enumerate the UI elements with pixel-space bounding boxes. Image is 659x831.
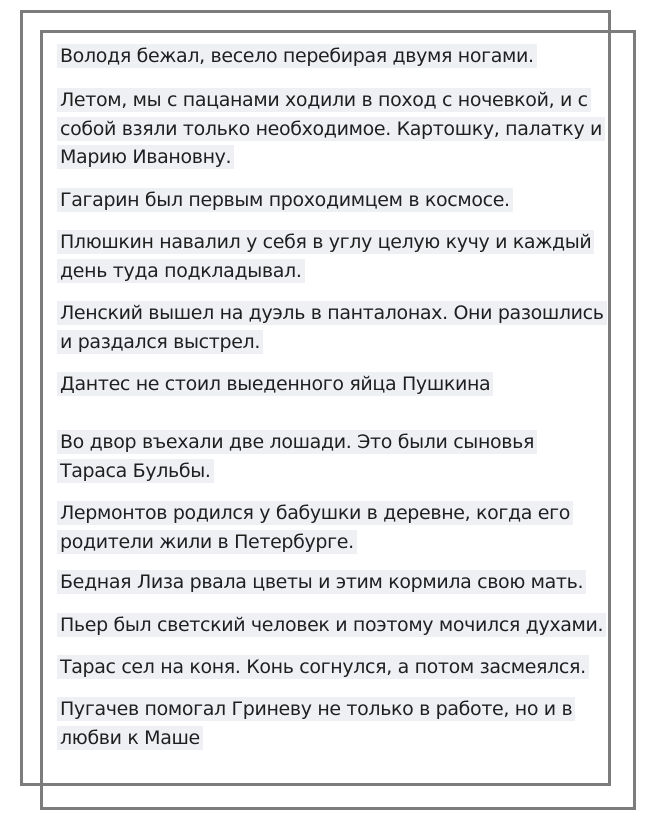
sentence-8-line-2: родители жили в Петербурге. xyxy=(57,530,357,554)
sentence-3-line-1: Гагарин был первым проходимцем в космосе. xyxy=(57,188,513,212)
sentence-2-line-2: собой взяли только необходимое. Картошку, палатку и xyxy=(57,117,605,141)
sentence-12-line-2: любви к Маше xyxy=(57,726,203,750)
sentence-5-line-1: Ленский вышел на дуэль в панталонах. Они разошлись xyxy=(57,301,607,325)
sentence-4-line-1: Плюшкин навалил у себя в углу целую кучу и каждый xyxy=(57,230,594,254)
sentence-11-line-1: Тарас сел на коня. Конь согнулся, а потом засмеялся. xyxy=(57,655,589,679)
sentence-4-line-2: день туда подкладывал. xyxy=(57,259,305,283)
sentence-1-line-1: Володя бежал, весело перебирая двумя ногами. xyxy=(57,44,537,68)
sentence-12-line-1: Пугачев помогал Гриневу не только в работе, но и в xyxy=(57,697,575,721)
sentence-8-line-1: Лермонтов родился у бабушки в деревне, когда его xyxy=(57,501,573,525)
sentence-2-line-1: Летом, мы с пацанами ходили в поход с ночевкой, и с xyxy=(57,88,591,112)
sentence-5-line-2: и раздался выстрел. xyxy=(57,330,263,354)
sentence-6-line-1: Дантес не стоил выеденного яйца Пушкина xyxy=(57,372,493,396)
sentence-7-line-1: Во двор въехали две лошади. Это были сыновья xyxy=(57,430,537,454)
sentence-7-line-2: Тараса Бульбы. xyxy=(57,459,214,483)
sentence-9-line-1: Бедная Лиза рвала цветы и этим кормила свою мать. xyxy=(57,570,586,594)
sentence-10-line-1: Пьер был светский человек и поэтому мочился духами. xyxy=(57,613,606,637)
sentence-2-line-3: Марию Ивановну. xyxy=(57,145,234,169)
